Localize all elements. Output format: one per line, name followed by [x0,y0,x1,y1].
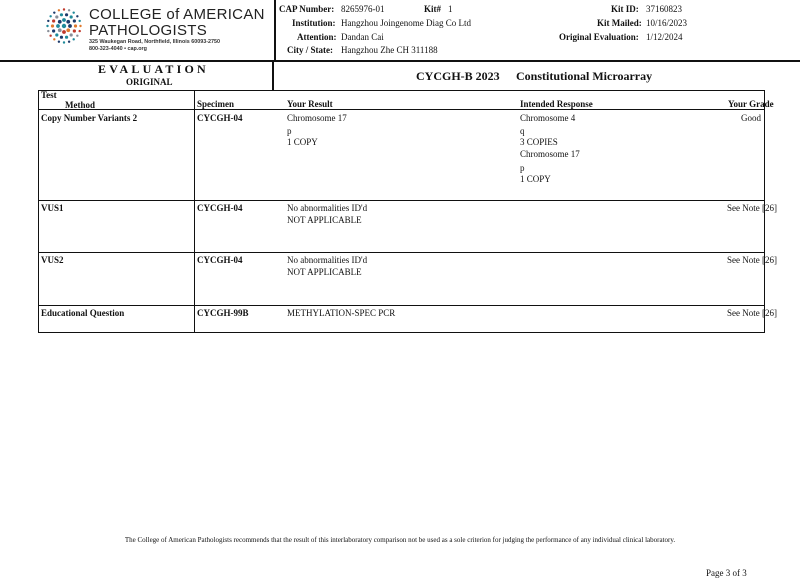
row3-result-line1: No abnormalities ID'd [287,255,368,265]
logo-dot [68,40,70,42]
row2-grade: See Note [26] [727,203,777,213]
attention-value: Dandan Cai [341,32,384,42]
table-row-divider [38,252,765,253]
org-phone: 800-323-4040 • cap.org [89,46,147,52]
logo-dot [66,20,70,24]
row1-test: Copy Number Variants 2 [41,113,138,123]
col-header-intended-response: Intended Response [520,99,593,109]
logo-dot [78,20,80,22]
institution-value: Hangzhou Joingenome Diag Co Ltd [341,18,471,28]
table-header-rule [38,109,765,110]
col-header-method: Method [65,100,95,110]
col-header-your-grade: Your Grade [728,99,774,109]
city-state-label: City / State: [287,45,333,55]
kit-number-label: Kit# [424,4,441,14]
header-divider [274,0,276,60]
kit-mailed-label: Kit Mailed: [597,18,642,28]
logo-dot [76,15,78,17]
logo-dot [55,15,58,18]
cap-number-value: 8265976-01 [341,4,385,14]
row1-intended-b-line3: 1 COPY [520,174,551,184]
org-name-line2: PATHOLOGISTS [89,22,208,39]
logo-dot [56,24,60,28]
table-row-divider [38,200,765,201]
logo-dot [63,41,65,43]
row3-grade: See Note [26] [727,255,777,265]
logo-dot [46,25,48,27]
logo-dot [72,11,74,13]
logo-dot [70,33,73,36]
logo-dot [58,28,62,32]
program-name: Constitutional Microarray [516,69,653,83]
logo-dot [73,19,76,22]
logo-dot [47,30,49,32]
attention-label: Attention: [297,32,337,42]
logo-dot [47,20,49,22]
row1-intended-b-line2: p [520,163,525,173]
logo-dot [73,29,76,32]
original-evaluation-label: Original Evaluation: [559,32,639,42]
row3-result-line2: NOT APPLICABLE [287,267,362,277]
logo-dot [68,9,70,11]
kit-id-value: 37160823 [646,4,682,14]
logo-dot [49,15,51,17]
logo-dot [58,9,60,11]
city-state-value: Hangzhou Zhe CH 311188 [341,45,438,55]
row1-result-line3: 1 COPY [287,137,318,147]
row2-result-line1: No abnormalities ID'd [287,203,368,213]
row3-test: VUS2 [41,255,64,265]
evaluation-title: EVALUATION [98,62,209,76]
row1-result-line2: p [287,126,292,136]
evaluation-divider [272,60,274,90]
table-row-divider [38,305,765,306]
col-header-specimen: Specimen [197,99,234,109]
logo-dot [51,24,54,27]
logo-dot [68,24,72,28]
logo-dot [60,13,63,16]
logo-dot [62,30,66,34]
row2-result-line2: NOT APPLICABLE [287,215,362,225]
row4-test: Educational Question [41,308,125,318]
logo-dot [78,30,80,32]
logo-dot [70,15,73,18]
row1-result-line1: Chromosome 17 [287,113,347,123]
logo-dot [65,36,68,39]
col-header-your-result: Your Result [287,99,333,109]
page-number: Page 3 of 3 [706,568,747,578]
row1-intended-b-line1: Chromosome 17 [520,149,580,159]
row1-intended-a-line1: Chromosome 4 [520,113,576,123]
logo-dot [72,38,74,40]
logo-dot [52,29,55,32]
row1-intended-a-line2: q [520,126,525,136]
row2-test: VUS1 [41,203,64,213]
row4-specimen: CYCGH-99B [197,308,249,318]
logo-dot [53,38,55,40]
org-address: 325 Waukegan Road, Northfield, Illinois 60093-2750 [89,39,221,45]
logo-dot [62,18,66,22]
row2-specimen: CYCGH-04 [197,203,243,213]
logo-dot [76,34,78,36]
logo-dot [66,28,70,32]
cap-number-label: CAP Number: [279,4,335,14]
cap-logo-icon [44,6,84,46]
row1-grade: Good [741,113,761,123]
logo-dot [74,24,77,27]
row4-result-line1: METHYLATION-SPEC PCR [287,308,396,318]
logo-dot [62,24,66,28]
org-name-line1: COLLEGE of AMERICAN [89,6,265,23]
logo-dot [53,11,55,13]
kit-id-label: Kit ID: [611,4,639,14]
evaluation-subtitle: ORIGINAL [126,77,173,87]
logo-dot [49,34,51,36]
footer-disclaimer: The College of American Pathologists recommends that the result of this interlaboratory comparison not be used as a sole criterion for judging the performance of any individual clinical laboratory. [124,536,676,544]
results-table [38,90,765,333]
logo-dot [52,19,55,22]
logo-dot [60,36,63,39]
logo-dot [58,40,60,42]
row4-grade: See Note [26] [727,308,777,318]
table-column-divider [194,90,195,333]
program-code: CYCGH-B 2023 [416,69,500,83]
original-evaluation-value: 1/12/2024 [646,32,683,42]
logo-dot [58,20,62,24]
row3-specimen: CYCGH-04 [197,255,243,265]
row1-intended-a-line3: 3 COPIES [520,137,558,147]
logo-dot [55,33,58,36]
kit-mailed-value: 10/16/2023 [646,18,688,28]
logo-dot [63,8,65,10]
col-header-test: Test [41,90,57,100]
row1-specimen: CYCGH-04 [197,113,243,123]
institution-label: Institution: [292,18,336,28]
kit-number-value: 1 [448,4,453,14]
logo-dot [65,13,68,16]
logo-dot [79,25,81,27]
